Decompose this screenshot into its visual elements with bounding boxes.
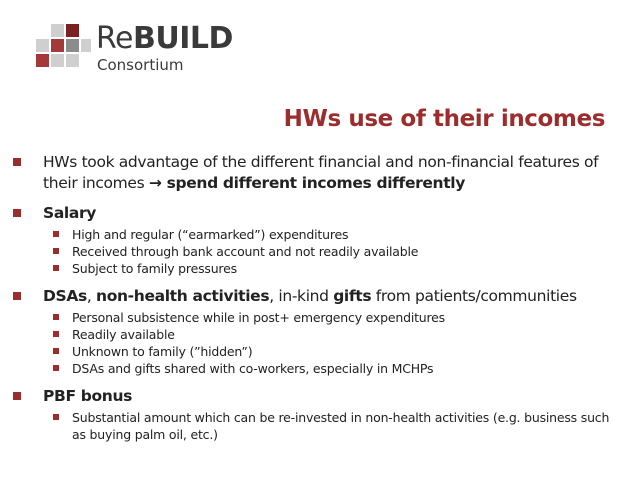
square-bullet-icon	[53, 231, 59, 237]
bullet-text	[0, 152, 638, 194]
sub-bullet-item	[0, 309, 638, 326]
sub-bullet-text: High and regular (“earmarked”) expenditures	[72, 227, 349, 242]
text: ,	[86, 287, 97, 305]
square-bullet-icon	[53, 348, 59, 354]
sub-bullet-text: Personal subsistence while in post+ emergency expenditures	[72, 310, 445, 325]
sub-bullet-list	[0, 309, 638, 377]
bold-text: spend different incomes differently	[166, 174, 466, 192]
bullet-text	[0, 386, 638, 407]
sub-bullet-item	[0, 360, 638, 377]
square-bullet-icon	[13, 158, 21, 166]
bold-text: →	[148, 174, 167, 192]
sub-bullet-item	[0, 226, 638, 243]
square-bullet-icon	[53, 248, 59, 254]
square-bullet-icon	[13, 209, 21, 217]
logo-mark-icon	[33, 24, 93, 74]
bold-text: PBF bonus	[43, 387, 133, 405]
text: from patients/communities	[371, 287, 577, 305]
sub-bullet-text: Unknown to family (”hidden”)	[72, 344, 253, 359]
logo-wordmark: ReBUILD	[96, 21, 233, 56]
square-bullet-icon	[13, 292, 21, 300]
bullet-item	[0, 203, 638, 277]
bold-text: gifts	[333, 287, 372, 305]
sub-bullet-item	[0, 409, 638, 443]
sub-bullet-item	[0, 343, 638, 360]
square-bullet-icon	[53, 365, 59, 371]
sub-bullet-text: Readily available	[72, 327, 175, 342]
text: HWs took advantage of the different financial and non-financial features of their incomes	[43, 153, 599, 192]
logo-subtext: Consortium	[97, 56, 184, 74]
spacer	[0, 277, 638, 286]
bullet-item	[0, 152, 638, 194]
sub-bullet-text: Received through bank account and not readily available	[72, 244, 419, 259]
bold-text: Salary	[43, 204, 97, 222]
sub-bullet-item	[0, 243, 638, 260]
sub-bullet-item	[0, 260, 638, 277]
square-bullet-icon	[13, 392, 21, 400]
square-bullet-icon	[53, 331, 59, 337]
square-bullet-icon	[53, 265, 59, 271]
bullet-list	[0, 152, 638, 443]
sub-bullet-item	[0, 326, 638, 343]
bold-text: non-health activities	[96, 287, 270, 305]
sub-bullet-text: Subject to family pressures	[72, 261, 237, 276]
bullet-text	[0, 203, 638, 224]
spacer	[0, 377, 638, 386]
bullet-text	[0, 286, 638, 307]
sub-bullet-text: Substantial amount which can be re-invested in non-health activities (e.g. business such as buying palm oil, etc.)	[72, 410, 610, 442]
slide-title: HWs use of their incomes	[283, 106, 605, 132]
bullet-item	[0, 386, 638, 443]
rebuild-logo	[33, 21, 273, 74]
sub-bullet-text: DSAs and gifts shared with co-workers, especially in MCHPs	[72, 361, 434, 376]
spacer	[0, 194, 638, 203]
text: , in-kind	[269, 287, 334, 305]
square-bullet-icon	[53, 414, 59, 420]
bold-text: DSAs	[43, 287, 87, 305]
bullet-item	[0, 286, 638, 377]
square-bullet-icon	[53, 314, 59, 320]
sub-bullet-list	[0, 409, 638, 443]
sub-bullet-list	[0, 226, 638, 277]
